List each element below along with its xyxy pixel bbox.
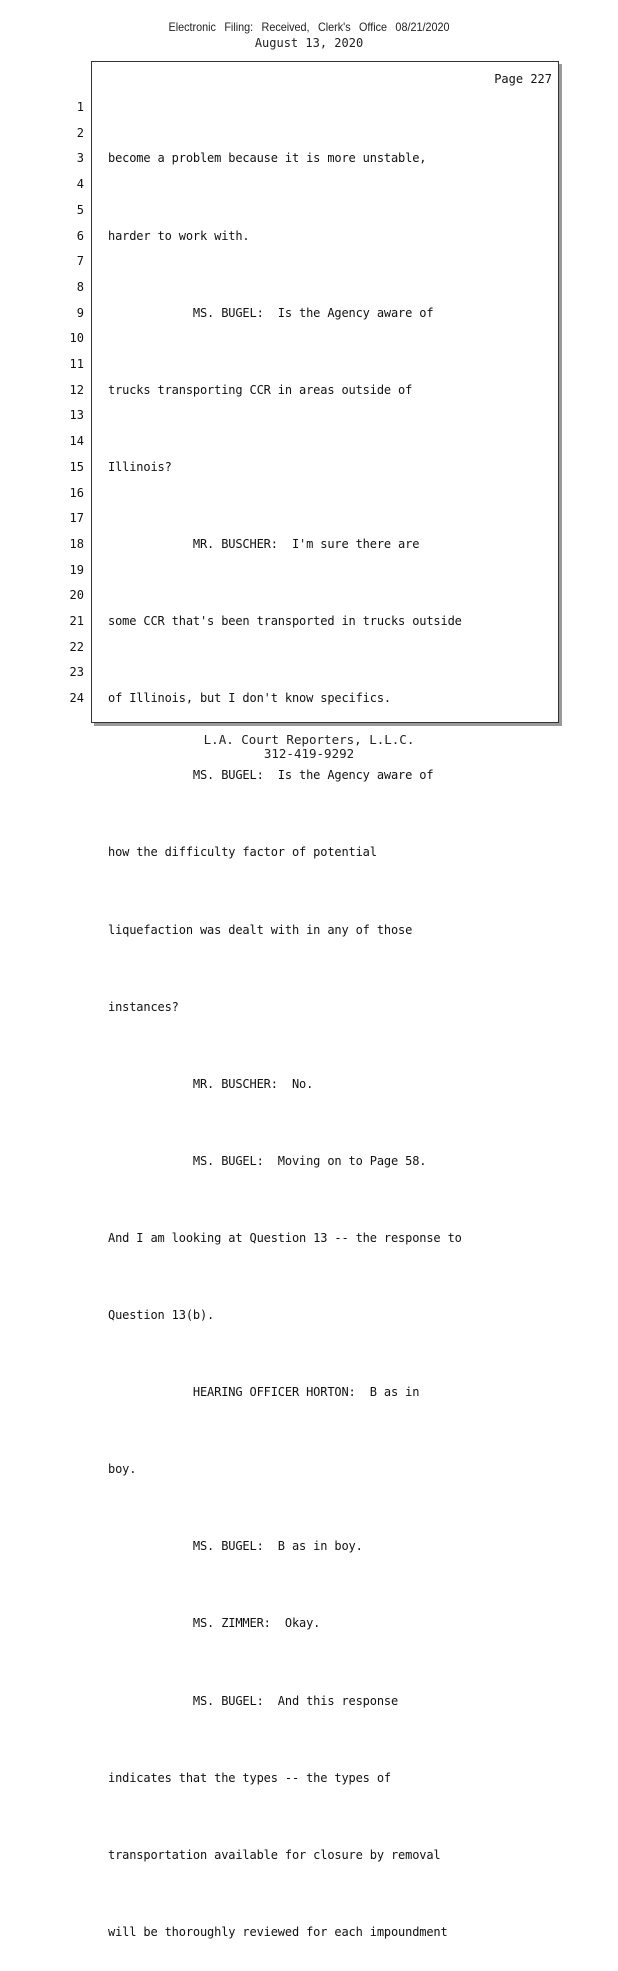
transcript-line: Question 13(b). bbox=[108, 1308, 215, 1323]
line-number: 9 bbox=[76, 305, 84, 320]
transcript-text bbox=[108, 95, 548, 1971]
line-number: 16 bbox=[69, 485, 84, 500]
line-number: 22 bbox=[69, 639, 84, 654]
transcript-line: harder to work with. bbox=[108, 228, 250, 243]
transcript-line: MS. BUGEL: And this response bbox=[108, 1693, 399, 1708]
line-number: 5 bbox=[76, 202, 84, 217]
transcript-line: MS. BUGEL: Is the Agency aware of bbox=[108, 768, 434, 783]
line-number: 13 bbox=[69, 408, 84, 423]
filing-stamp: Electronic Filing: Received, Clerk's Office 08/21/2020 bbox=[168, 20, 450, 34]
line-number: 10 bbox=[69, 331, 84, 346]
line-number: 6 bbox=[76, 228, 84, 243]
line-number: 15 bbox=[69, 459, 84, 474]
line-number: 24 bbox=[69, 691, 84, 706]
line-number: 20 bbox=[69, 588, 84, 603]
line-number: 12 bbox=[69, 382, 84, 397]
line-number: 1 bbox=[76, 100, 84, 114]
line-number: 2 bbox=[76, 125, 84, 140]
transcript-line: of Illinois, but I don't know specifics. bbox=[108, 691, 391, 706]
line-number: 23 bbox=[69, 665, 84, 680]
page-number: Page 227 bbox=[494, 72, 552, 86]
hearing-date: August 13, 2020 bbox=[254, 36, 364, 50]
transcript-line: Illinois? bbox=[108, 459, 172, 474]
reporter-phone: 312-419-9292 bbox=[263, 746, 355, 761]
transcript-line: MR. BUSCHER: No. bbox=[108, 1076, 314, 1091]
line-number: 11 bbox=[69, 357, 84, 372]
line-number: 8 bbox=[76, 279, 84, 294]
transcript-line: MS. ZIMMER: Okay. bbox=[108, 1616, 321, 1631]
line-number: 4 bbox=[76, 177, 84, 192]
transcript-line: trucks transporting CCR in areas outside of bbox=[108, 382, 413, 397]
transcript-line: boy. bbox=[108, 1462, 137, 1477]
transcript-line: transportation available for closure by removal bbox=[108, 1847, 441, 1862]
transcript-line: HEARING OFFICER HORTON: B as in bbox=[108, 1385, 420, 1400]
line-number: 17 bbox=[69, 511, 84, 526]
transcript-line: indicates that the types -- the types of bbox=[108, 1770, 391, 1785]
line-number-column bbox=[50, 95, 84, 712]
line-number: 14 bbox=[69, 434, 84, 449]
line-number: 3 bbox=[76, 151, 84, 166]
transcript-line: become a problem because it is more unstable, bbox=[108, 151, 427, 166]
transcript-line: MS. BUGEL: B as in boy. bbox=[108, 1539, 363, 1554]
transcript-line: MR. BUSCHER: I'm sure there are bbox=[108, 536, 420, 551]
reporter-company: L.A. Court Reporters, L.L.C. bbox=[203, 732, 415, 747]
line-number: 21 bbox=[69, 614, 84, 629]
transcript-line: some CCR that's been transported in trucks outside bbox=[108, 614, 462, 629]
transcript-line: MS. BUGEL: Moving on to Page 58. bbox=[108, 1153, 427, 1168]
transcript-line: liquefaction was dealt with in any of those bbox=[108, 922, 413, 937]
transcript-line: MS. BUGEL: Is the Agency aware of bbox=[108, 305, 434, 320]
reporter-footer bbox=[0, 733, 618, 761]
transcript-line: how the difficulty factor of potential bbox=[108, 845, 377, 860]
line-number: 7 bbox=[76, 254, 84, 269]
transcript-line: will be thoroughly reviewed for each impoundment bbox=[108, 1924, 448, 1939]
transcript-line: instances? bbox=[108, 999, 179, 1014]
line-number: 19 bbox=[69, 562, 84, 577]
transcript-line: And I am looking at Question 13 -- the response to bbox=[108, 1230, 462, 1245]
line-number: 18 bbox=[69, 536, 84, 551]
